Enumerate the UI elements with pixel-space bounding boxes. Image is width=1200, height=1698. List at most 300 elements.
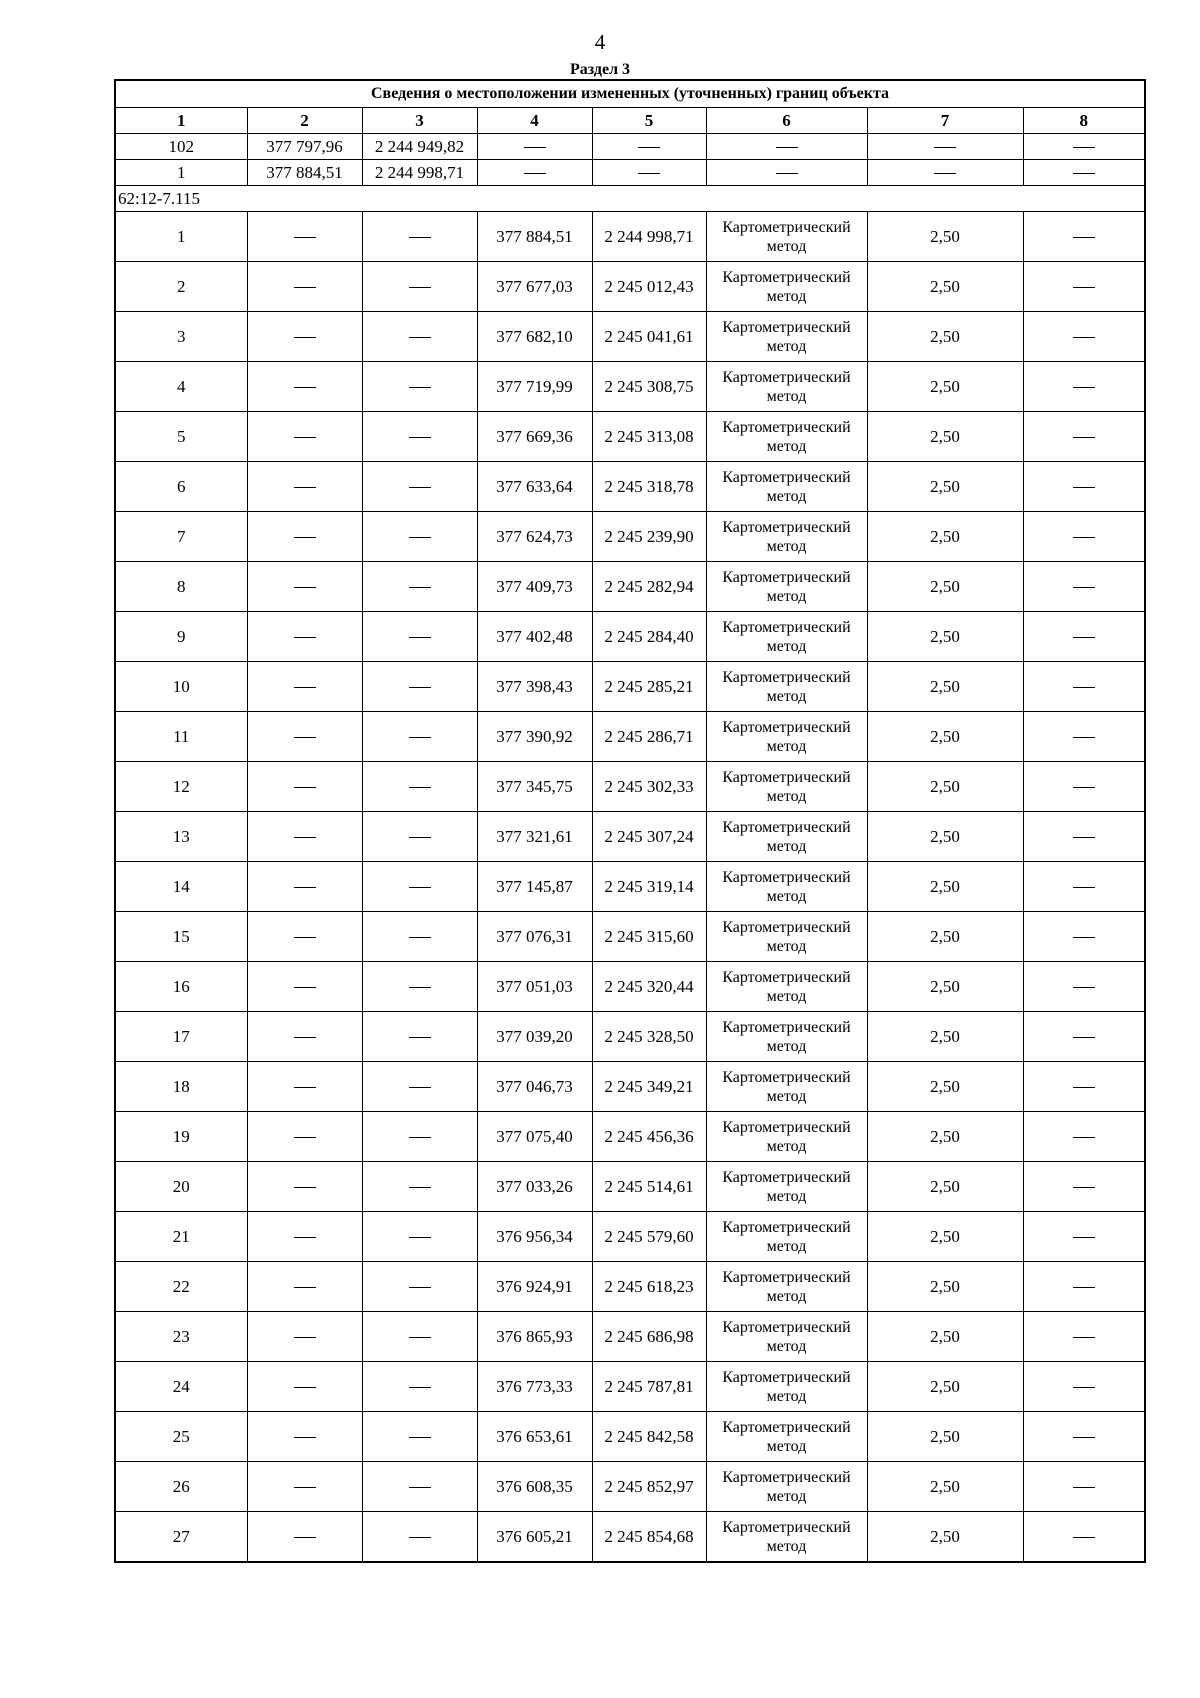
dash-mark [934, 173, 956, 174]
table-cell: 2,50 [867, 1312, 1023, 1362]
dash-mark [1073, 287, 1095, 288]
empty-value-dash [247, 1512, 362, 1563]
table-cell: 377 051,03 [477, 962, 592, 1012]
column-number: 7 [867, 108, 1023, 134]
table-row [115, 262, 1145, 312]
empty-value-dash [247, 812, 362, 862]
dash-mark [409, 1487, 431, 1488]
empty-value-dash [247, 1312, 362, 1362]
table-cell: 16 [115, 962, 247, 1012]
dash-mark [409, 237, 431, 238]
table-cell: 2 245 852,97 [592, 1462, 706, 1512]
empty-value-dash [247, 412, 362, 462]
dash-mark [409, 1237, 431, 1238]
table-cell: 377 797,96 [247, 134, 362, 160]
table-cell: 377 033,26 [477, 1162, 592, 1212]
table-row [115, 362, 1145, 412]
empty-value-dash [1023, 1012, 1145, 1062]
dash-mark [409, 337, 431, 338]
dash-mark [409, 637, 431, 638]
table-cell: 2,50 [867, 1212, 1023, 1262]
empty-value-dash [247, 1112, 362, 1162]
dash-mark [776, 147, 798, 148]
empty-value-dash [362, 862, 477, 912]
dash-mark [1073, 1487, 1095, 1488]
table-cell: 2,50 [867, 1062, 1023, 1112]
method-cell: Картометрический метод [706, 1012, 867, 1062]
dash-mark [1073, 1287, 1095, 1288]
table-cell: 377 402,48 [477, 612, 592, 662]
table-row [115, 712, 1145, 762]
table-cell: 2,50 [867, 1462, 1023, 1512]
table-cell: 10 [115, 662, 247, 712]
dash-mark [1073, 937, 1095, 938]
table-caption: Сведения о местоположении измененных (уточненных) границ объекта [115, 80, 1145, 108]
column-number: 4 [477, 108, 592, 134]
dash-mark [1073, 887, 1095, 888]
dash-mark [294, 987, 316, 988]
empty-value-dash [1023, 262, 1145, 312]
dash-mark [1073, 1437, 1095, 1438]
table-cell: 2 244 949,82 [362, 134, 477, 160]
table-cell: 377 345,75 [477, 762, 592, 812]
dash-mark [1073, 537, 1095, 538]
dash-mark [409, 937, 431, 938]
table-cell: 2 245 320,44 [592, 962, 706, 1012]
empty-value-dash [247, 312, 362, 362]
dash-mark [1073, 1087, 1095, 1088]
table-cell: 2,50 [867, 862, 1023, 912]
table-cell: 26 [115, 1462, 247, 1512]
table-row [115, 312, 1145, 362]
table-cell: 5 [115, 412, 247, 462]
dash-mark [409, 1287, 431, 1288]
table-body [115, 80, 1145, 1562]
dash-mark [1073, 1237, 1095, 1238]
table-cell: 2 245 308,75 [592, 362, 706, 412]
dash-mark [1073, 173, 1095, 174]
dash-mark [409, 1087, 431, 1088]
dash-mark [1073, 1537, 1095, 1538]
table-cell: 27 [115, 1512, 247, 1563]
column-number: 6 [706, 108, 867, 134]
table-cell: 12 [115, 762, 247, 812]
table-cell: 377 633,64 [477, 462, 592, 512]
table-cell: 2,50 [867, 412, 1023, 462]
method-cell: Картометрический метод [706, 562, 867, 612]
column-number: 5 [592, 108, 706, 134]
dash-mark [1073, 787, 1095, 788]
dash-mark [294, 1337, 316, 1338]
empty-value-dash [362, 462, 477, 512]
table-row [115, 1362, 1145, 1412]
table-cell: 2 245 041,61 [592, 312, 706, 362]
empty-value-dash [1023, 1362, 1145, 1412]
empty-value-dash [362, 312, 477, 362]
dash-mark [409, 1437, 431, 1438]
dash-mark [409, 787, 431, 788]
empty-value-dash [247, 662, 362, 712]
dash-mark [294, 1537, 316, 1538]
table-cell: 2 245 579,60 [592, 1212, 706, 1262]
dash-mark [1073, 687, 1095, 688]
table-cell: 19 [115, 1112, 247, 1162]
table-cell: 2,50 [867, 512, 1023, 562]
empty-value-dash [362, 1012, 477, 1062]
empty-value-dash [477, 134, 592, 160]
dash-mark [409, 687, 431, 688]
table-cell: 1 [115, 212, 247, 262]
empty-value-dash [247, 712, 362, 762]
method-cell: Картометрический метод [706, 912, 867, 962]
table-cell: 2,50 [867, 762, 1023, 812]
dash-mark [1073, 1137, 1095, 1138]
table-cell: 376 865,93 [477, 1312, 592, 1362]
empty-value-dash [247, 762, 362, 812]
table-caption-row [115, 80, 1145, 108]
table-cell: 376 773,33 [477, 1362, 592, 1412]
empty-value-dash [362, 562, 477, 612]
table-cell: 2 245 012,43 [592, 262, 706, 312]
table-cell: 2 245 456,36 [592, 1112, 706, 1162]
empty-value-dash [1023, 812, 1145, 862]
method-cell: Картометрический метод [706, 812, 867, 862]
dash-mark [294, 587, 316, 588]
table-cell: 377 321,61 [477, 812, 592, 862]
table-cell: 377 145,87 [477, 862, 592, 912]
empty-value-dash [247, 512, 362, 562]
table-cell: 2,50 [867, 1112, 1023, 1162]
empty-value-dash [247, 562, 362, 612]
empty-value-dash [1023, 1062, 1145, 1112]
dash-mark [409, 837, 431, 838]
dash-mark [294, 437, 316, 438]
table-cell: 2 245 318,78 [592, 462, 706, 512]
empty-value-dash [1023, 362, 1145, 412]
dash-mark [409, 1037, 431, 1038]
empty-value-dash [247, 962, 362, 1012]
dash-mark [1073, 637, 1095, 638]
dash-mark [934, 147, 956, 148]
table-row [115, 1062, 1145, 1112]
dash-mark [1073, 737, 1095, 738]
dash-mark [409, 487, 431, 488]
method-cell: Картометрический метод [706, 712, 867, 762]
dash-mark [524, 147, 546, 148]
table-cell: 376 605,21 [477, 1512, 592, 1563]
table-row [115, 662, 1145, 712]
empty-value-dash [362, 762, 477, 812]
table-cell: 2 245 282,94 [592, 562, 706, 612]
empty-value-dash [362, 1262, 477, 1312]
dash-mark [294, 637, 316, 638]
empty-value-dash [362, 1212, 477, 1262]
empty-value-dash [247, 1212, 362, 1262]
empty-value-dash [1023, 160, 1145, 186]
method-cell: Картометрический метод [706, 262, 867, 312]
table-cell: 2 245 285,21 [592, 662, 706, 712]
table-cell: 2 245 307,24 [592, 812, 706, 862]
dash-mark [1073, 337, 1095, 338]
empty-value-dash [867, 160, 1023, 186]
empty-value-dash [1023, 662, 1145, 712]
method-cell: Картометрический метод [706, 612, 867, 662]
table-cell: 377 398,43 [477, 662, 592, 712]
empty-value-dash [362, 812, 477, 862]
empty-value-dash [362, 612, 477, 662]
table-row [115, 412, 1145, 462]
dash-mark [1073, 987, 1095, 988]
table-cell: 377 076,31 [477, 912, 592, 962]
table-cell: 7 [115, 512, 247, 562]
empty-value-dash [1023, 1162, 1145, 1212]
table-cell: 3 [115, 312, 247, 362]
method-cell: Картометрический метод [706, 862, 867, 912]
empty-value-dash [1023, 912, 1145, 962]
table-cell: 377 624,73 [477, 512, 592, 562]
empty-value-dash [1023, 134, 1145, 160]
method-cell: Картометрический метод [706, 1062, 867, 1112]
table-cell: 2 245 315,60 [592, 912, 706, 962]
table-row [115, 1462, 1145, 1512]
table-row [115, 912, 1145, 962]
empty-value-dash [362, 1112, 477, 1162]
table-row [115, 962, 1145, 1012]
table-cell: 6 [115, 462, 247, 512]
table-cell: 2 245 284,40 [592, 612, 706, 662]
dash-mark [524, 173, 546, 174]
table-row [115, 812, 1145, 862]
table-cell: 2 245 686,98 [592, 1312, 706, 1362]
empty-value-dash [362, 912, 477, 962]
table-cell: 2,50 [867, 562, 1023, 612]
empty-value-dash [362, 1512, 477, 1563]
dash-mark [294, 1437, 316, 1438]
empty-value-dash [247, 912, 362, 962]
table-cell: 2,50 [867, 962, 1023, 1012]
table-cell: 2,50 [867, 462, 1023, 512]
table-cell: 2,50 [867, 312, 1023, 362]
table-row [115, 134, 1145, 160]
table-cell: 14 [115, 862, 247, 912]
table-cell: 2 245 842,58 [592, 1412, 706, 1462]
table-cell: 377 075,40 [477, 1112, 592, 1162]
table-cell: 4 [115, 362, 247, 412]
column-number: 1 [115, 108, 247, 134]
group-label: 62:12-7.115 [115, 186, 1145, 212]
method-cell: Картометрический метод [706, 762, 867, 812]
empty-value-dash [1023, 512, 1145, 562]
empty-value-dash [592, 134, 706, 160]
table-cell: 11 [115, 712, 247, 762]
method-cell: Картометрический метод [706, 1262, 867, 1312]
table-row [115, 512, 1145, 562]
empty-value-dash [247, 1062, 362, 1112]
empty-value-dash [362, 962, 477, 1012]
dash-mark [1073, 147, 1095, 148]
table-cell: 2 245 286,71 [592, 712, 706, 762]
empty-value-dash [1023, 1212, 1145, 1262]
table-row [115, 1212, 1145, 1262]
table-cell: 2 [115, 262, 247, 312]
method-cell: Картометрический метод [706, 1312, 867, 1362]
empty-value-dash [247, 362, 362, 412]
empty-value-dash [477, 160, 592, 186]
empty-value-dash [1023, 412, 1145, 462]
boundary-table [114, 79, 1146, 1563]
empty-value-dash [1023, 1262, 1145, 1312]
table-cell: 377 677,03 [477, 262, 592, 312]
dash-mark [638, 147, 660, 148]
dash-mark [294, 487, 316, 488]
table-cell: 2,50 [867, 1162, 1023, 1212]
empty-value-dash [362, 1362, 477, 1412]
method-cell: Картометрический метод [706, 212, 867, 262]
dash-mark [294, 1037, 316, 1038]
dash-mark [409, 887, 431, 888]
table-cell: 377 039,20 [477, 1012, 592, 1062]
table-cell: 2,50 [867, 1262, 1023, 1312]
table-cell: 2 245 787,81 [592, 1362, 706, 1412]
dash-mark [1073, 237, 1095, 238]
table-row [115, 862, 1145, 912]
table-row [115, 1262, 1145, 1312]
empty-value-dash [1023, 462, 1145, 512]
group-label-row [115, 186, 1145, 212]
table-cell: 23 [115, 1312, 247, 1362]
empty-value-dash [1023, 562, 1145, 612]
table-cell: 102 [115, 134, 247, 160]
table-row [115, 462, 1145, 512]
dash-mark [294, 1187, 316, 1188]
table-cell: 2 245 328,50 [592, 1012, 706, 1062]
dash-mark [1073, 437, 1095, 438]
empty-value-dash [247, 1012, 362, 1062]
empty-value-dash [1023, 1112, 1145, 1162]
table-cell: 15 [115, 912, 247, 962]
dash-mark [409, 587, 431, 588]
method-cell: Картометрический метод [706, 512, 867, 562]
table-cell: 377 669,36 [477, 412, 592, 462]
empty-value-dash [1023, 1312, 1145, 1362]
dash-mark [409, 1137, 431, 1138]
dash-mark [1073, 1187, 1095, 1188]
dash-mark [1073, 387, 1095, 388]
method-cell: Картометрический метод [706, 1162, 867, 1212]
dash-mark [294, 687, 316, 688]
table-cell: 22 [115, 1262, 247, 1312]
table-row [115, 160, 1145, 186]
table-cell: 25 [115, 1412, 247, 1462]
table-cell: 377 884,51 [247, 160, 362, 186]
table-cell: 377 884,51 [477, 212, 592, 262]
dash-mark [294, 787, 316, 788]
empty-value-dash [247, 862, 362, 912]
table-cell: 2,50 [867, 362, 1023, 412]
dash-mark [294, 237, 316, 238]
empty-value-dash [247, 262, 362, 312]
table-cell: 376 653,61 [477, 1412, 592, 1462]
empty-value-dash [362, 1412, 477, 1462]
method-cell: Картометрический метод [706, 412, 867, 462]
table-cell: 2,50 [867, 1012, 1023, 1062]
method-cell: Картометрический метод [706, 962, 867, 1012]
empty-value-dash [247, 212, 362, 262]
method-cell: Картометрический метод [706, 1412, 867, 1462]
method-cell: Картометрический метод [706, 662, 867, 712]
dash-mark [294, 537, 316, 538]
table-row [115, 1512, 1145, 1563]
empty-value-dash [1023, 312, 1145, 362]
dash-mark [409, 1337, 431, 1338]
table-cell: 2,50 [867, 812, 1023, 862]
table-row [115, 1162, 1145, 1212]
table-cell: 2 245 854,68 [592, 1512, 706, 1563]
dash-mark [294, 1087, 316, 1088]
method-cell: Картометрический метод [706, 1112, 867, 1162]
empty-value-dash [362, 1062, 477, 1112]
table-cell: 2,50 [867, 262, 1023, 312]
table-row [115, 762, 1145, 812]
empty-value-dash [362, 1162, 477, 1212]
method-cell: Картометрический метод [706, 312, 867, 362]
empty-value-dash [1023, 1462, 1145, 1512]
dash-mark [1073, 1037, 1095, 1038]
table-cell: 2 244 998,71 [592, 212, 706, 262]
empty-value-dash [362, 362, 477, 412]
dash-mark [1073, 487, 1095, 488]
table-cell: 2,50 [867, 712, 1023, 762]
table-cell: 2,50 [867, 912, 1023, 962]
page-number: 4 [594, 30, 606, 54]
dash-mark [294, 1237, 316, 1238]
dash-mark [776, 173, 798, 174]
empty-value-dash [1023, 712, 1145, 762]
dash-mark [294, 887, 316, 888]
table-cell: 2 245 319,14 [592, 862, 706, 912]
table-cell: 2 244 998,71 [362, 160, 477, 186]
table-cell: 13 [115, 812, 247, 862]
empty-value-dash [1023, 762, 1145, 812]
method-cell: Картометрический метод [706, 1462, 867, 1512]
dash-mark [294, 287, 316, 288]
empty-value-dash [247, 612, 362, 662]
dash-mark [294, 337, 316, 338]
dash-mark [1073, 837, 1095, 838]
dash-mark [409, 1187, 431, 1188]
table-row [115, 212, 1145, 262]
table-cell: 9 [115, 612, 247, 662]
empty-value-dash [1023, 212, 1145, 262]
table-cell: 2,50 [867, 212, 1023, 262]
dash-mark [294, 837, 316, 838]
dash-mark [294, 387, 316, 388]
section-title: Раздел 3 [569, 61, 631, 78]
empty-value-dash [1023, 862, 1145, 912]
table-cell: 376 956,34 [477, 1212, 592, 1262]
column-number: 3 [362, 108, 477, 134]
table-row [115, 1012, 1145, 1062]
table-cell: 377 390,92 [477, 712, 592, 762]
empty-value-dash [362, 512, 477, 562]
column-number-row [115, 108, 1145, 134]
dash-mark [294, 1287, 316, 1288]
empty-value-dash [247, 1362, 362, 1412]
method-cell: Картометрический метод [706, 462, 867, 512]
empty-value-dash [706, 134, 867, 160]
dash-mark [1073, 1337, 1095, 1338]
column-number: 8 [1023, 108, 1145, 134]
